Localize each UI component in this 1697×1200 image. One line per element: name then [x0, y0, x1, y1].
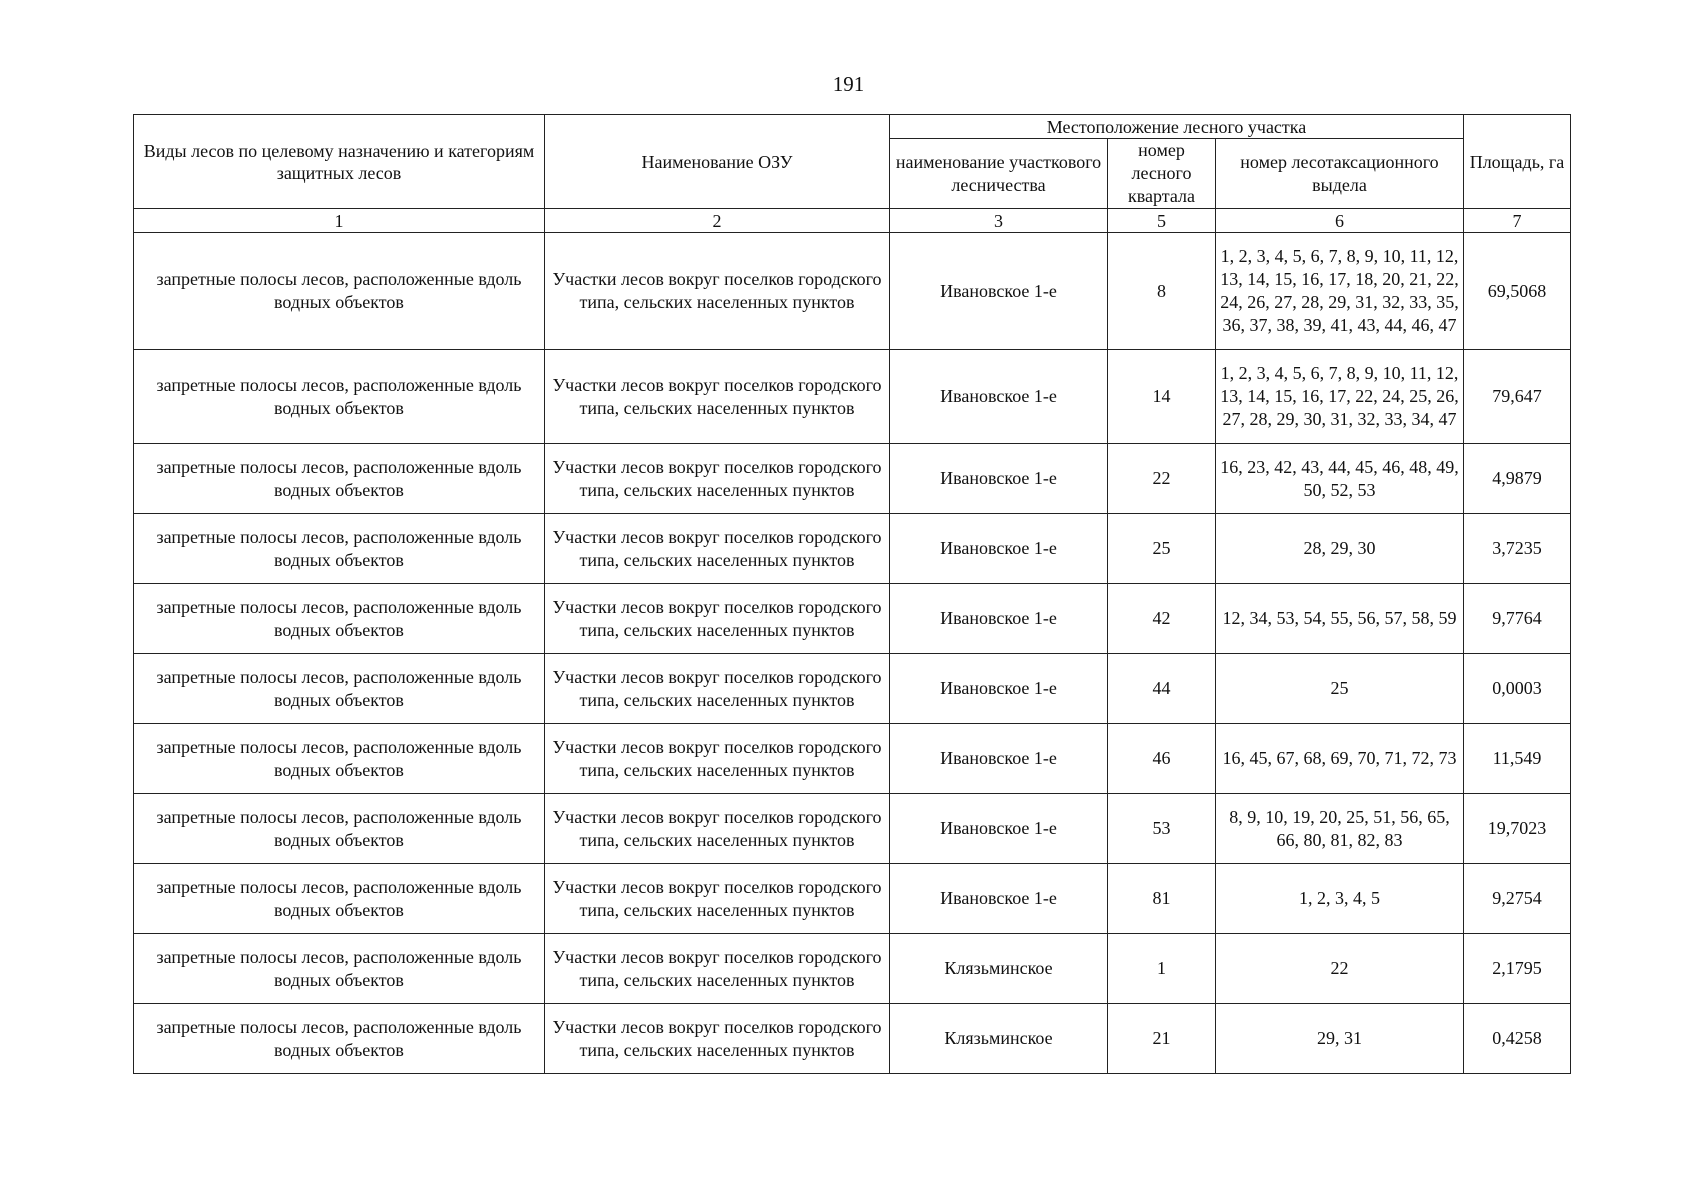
- cell-allotments: 16, 45, 67, 68, 69, 70, 71, 72, 73: [1216, 724, 1464, 794]
- cell-ozu-name: Участки лесов вокруг поселков городского типа, сельских населенных пунктов: [545, 794, 890, 864]
- cell-allotments: 22: [1216, 934, 1464, 1004]
- cell-ozu-name: Участки лесов вокруг поселков городского типа, сельских населенных пунктов: [545, 233, 890, 350]
- cell-ozu-name: Участки лесов вокруг поселков городского типа, сельских населенных пунктов: [545, 1004, 890, 1074]
- cell-quarter: 21: [1108, 1004, 1216, 1074]
- cell-forest-type: запретные полосы лесов, расположенные вдоль водных объектов: [134, 934, 545, 1004]
- header-area: Площадь, га: [1464, 115, 1571, 209]
- column-number: 2: [545, 209, 890, 233]
- cell-quarter: 53: [1108, 794, 1216, 864]
- cell-allotments: 1, 2, 3, 4, 5: [1216, 864, 1464, 934]
- cell-forest-type: запретные полосы лесов, расположенные вдоль водных объектов: [134, 233, 545, 350]
- table-row: [134, 1004, 1571, 1074]
- table-row: [134, 350, 1571, 444]
- cell-forestry: Ивановское 1-е: [890, 724, 1108, 794]
- cell-forestry: Ивановское 1-е: [890, 350, 1108, 444]
- cell-area: 0,4258: [1464, 1004, 1571, 1074]
- cell-ozu-name: Участки лесов вокруг поселков городского типа, сельских населенных пунктов: [545, 934, 890, 1004]
- cell-forestry: Ивановское 1-е: [890, 444, 1108, 514]
- cell-allotments: 25: [1216, 654, 1464, 724]
- cell-allotments: 16, 23, 42, 43, 44, 45, 46, 48, 49, 50, 52, 53: [1216, 444, 1464, 514]
- cell-quarter: 8: [1108, 233, 1216, 350]
- table-row: [134, 934, 1571, 1004]
- header-location-group: Местоположение лесного участка: [890, 115, 1464, 139]
- cell-area: 19,7023: [1464, 794, 1571, 864]
- cell-area: 3,7235: [1464, 514, 1571, 584]
- cell-quarter: 22: [1108, 444, 1216, 514]
- header-quarter-number: номер лесного квартала: [1108, 139, 1216, 209]
- cell-ozu-name: Участки лесов вокруг поселков городского типа, сельских населенных пунктов: [545, 864, 890, 934]
- cell-allotments: 28, 29, 30: [1216, 514, 1464, 584]
- cell-forest-type: запретные полосы лесов, расположенные вдоль водных объектов: [134, 350, 545, 444]
- cell-forestry: Клязьминское: [890, 1004, 1108, 1074]
- cell-forestry: Ивановское 1-е: [890, 584, 1108, 654]
- cell-allotments: 1, 2, 3, 4, 5, 6, 7, 8, 9, 10, 11, 12, 13, 14, 15, 16, 17, 22, 24, 25, 26, 27, 28, 29, 30, 31, 32, 33, 34, 47: [1216, 350, 1464, 444]
- cell-forest-type: запретные полосы лесов, расположенные вдоль водных объектов: [134, 1004, 545, 1074]
- table-row: [134, 514, 1571, 584]
- table-row: [134, 724, 1571, 794]
- cell-area: 9,7764: [1464, 584, 1571, 654]
- table-row: [134, 584, 1571, 654]
- table-row: [134, 864, 1571, 934]
- cell-forestry: Ивановское 1-е: [890, 654, 1108, 724]
- header-forest-type: Виды лесов по целевому назначению и категориям защитных лесов: [134, 115, 545, 209]
- cell-forest-type: запретные полосы лесов, расположенные вдоль водных объектов: [134, 654, 545, 724]
- cell-quarter: 81: [1108, 864, 1216, 934]
- cell-allotments: 29, 31: [1216, 1004, 1464, 1074]
- header-allotment-number: номер лесотаксационного выдела: [1216, 139, 1464, 209]
- cell-forest-type: запретные полосы лесов, расположенные вдоль водных объектов: [134, 444, 545, 514]
- cell-area: 79,647: [1464, 350, 1571, 444]
- cell-forestry: Клязьминское: [890, 934, 1108, 1004]
- cell-area: 4,9879: [1464, 444, 1571, 514]
- cell-forestry: Ивановское 1-е: [890, 233, 1108, 350]
- cell-ozu-name: Участки лесов вокруг поселков городского типа, сельских населенных пунктов: [545, 654, 890, 724]
- header-row-top: [134, 115, 1571, 139]
- column-number: 7: [1464, 209, 1571, 233]
- cell-ozu-name: Участки лесов вокруг поселков городского типа, сельских населенных пунктов: [545, 724, 890, 794]
- cell-area: 0,0003: [1464, 654, 1571, 724]
- header-forestry-name: наименование участкового лесничества: [890, 139, 1108, 209]
- header-ozu-name: Наименование ОЗУ: [545, 115, 890, 209]
- cell-quarter: 44: [1108, 654, 1216, 724]
- cell-quarter: 46: [1108, 724, 1216, 794]
- cell-allotments: 1, 2, 3, 4, 5, 6, 7, 8, 9, 10, 11, 12, 13, 14, 15, 16, 17, 18, 20, 21, 22, 24, 26, 27, 28, 29, 31, 32, 33, 35, 36, 37, 38, 39, 41, 43, 44, 46, 47: [1216, 233, 1464, 350]
- cell-forest-type: запретные полосы лесов, расположенные вдоль водных объектов: [134, 864, 545, 934]
- table-row: [134, 444, 1571, 514]
- column-number: 3: [890, 209, 1108, 233]
- cell-area: 2,1795: [1464, 934, 1571, 1004]
- cell-quarter: 14: [1108, 350, 1216, 444]
- cell-ozu-name: Участки лесов вокруг поселков городского типа, сельских населенных пунктов: [545, 514, 890, 584]
- cell-allotments: 8, 9, 10, 19, 20, 25, 51, 56, 65, 66, 80, 81, 82, 83: [1216, 794, 1464, 864]
- cell-quarter: 1: [1108, 934, 1216, 1004]
- cell-area: 9,2754: [1464, 864, 1571, 934]
- cell-forest-type: запретные полосы лесов, расположенные вдоль водных объектов: [134, 514, 545, 584]
- cell-ozu-name: Участки лесов вокруг поселков городского типа, сельских населенных пунктов: [545, 444, 890, 514]
- column-number: 6: [1216, 209, 1464, 233]
- cell-forest-type: запретные полосы лесов, расположенные вдоль водных объектов: [134, 794, 545, 864]
- cell-forestry: Ивановское 1-е: [890, 864, 1108, 934]
- table-row: [134, 654, 1571, 724]
- cell-forestry: Ивановское 1-е: [890, 514, 1108, 584]
- cell-forest-type: запретные полосы лесов, расположенные вдоль водных объектов: [134, 584, 545, 654]
- column-number: 5: [1108, 209, 1216, 233]
- cell-forest-type: запретные полосы лесов, расположенные вдоль водных объектов: [134, 724, 545, 794]
- cell-area: 11,549: [1464, 724, 1571, 794]
- page-number: 191: [832, 72, 865, 96]
- column-number: 1: [134, 209, 545, 233]
- cell-ozu-name: Участки лесов вокруг поселков городского типа, сельских населенных пунктов: [545, 350, 890, 444]
- cell-allotments: 12, 34, 53, 54, 55, 56, 57, 58, 59: [1216, 584, 1464, 654]
- cell-ozu-name: Участки лесов вокруг поселков городского типа, сельских населенных пунктов: [545, 584, 890, 654]
- table-row: [134, 794, 1571, 864]
- table-row: [134, 233, 1571, 350]
- cell-quarter: 42: [1108, 584, 1216, 654]
- column-number-row: [134, 209, 1571, 233]
- cell-quarter: 25: [1108, 514, 1216, 584]
- forest-plots-table: [133, 114, 1571, 1074]
- cell-area: 69,5068: [1464, 233, 1571, 350]
- cell-forestry: Ивановское 1-е: [890, 794, 1108, 864]
